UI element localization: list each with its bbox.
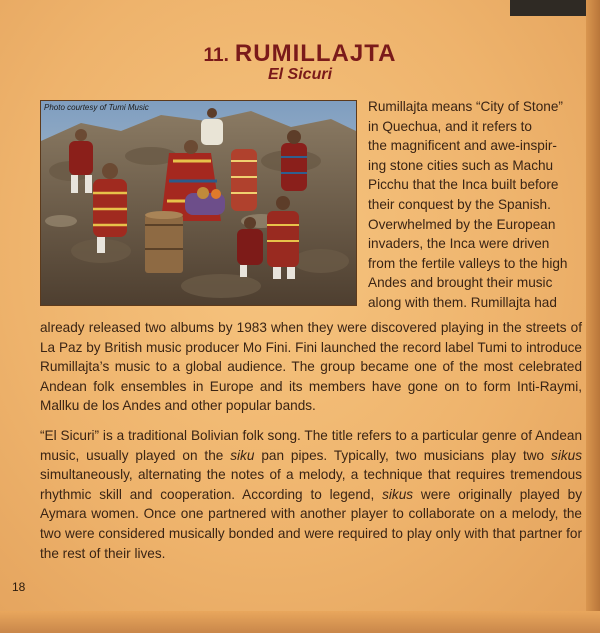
paragraph-2-text: pan pipes. Typically, two musicians play two xyxy=(254,447,552,463)
text-line: Overwhelmed by the European xyxy=(368,216,556,232)
text-line: Picchu that the Inca built before xyxy=(368,177,559,193)
page-number: 18 xyxy=(12,580,26,594)
italic-term-sikus: sikus xyxy=(382,486,414,502)
paragraph-1-wrap-column xyxy=(368,97,582,313)
paragraph-1-continuation: already released two albums by 1983 when they were discovered playing in the streets of La Paz by British music producer Mo Fini. Fini launched the record label Tumi to introduce Rumillajta’s music to a global audience. The group became one of the most celebrated Andean folk ensembles in Europe and its members have gone on to form Inti-Raymi, Mallku de los Andes and other popular bands. xyxy=(40,320,582,414)
italic-term-siku: siku xyxy=(230,447,255,463)
text-line: from the fertile valleys to the high xyxy=(368,255,568,271)
song-title: El Sicuri xyxy=(267,66,333,83)
photo-credit: Photo courtesy of Tumi Music xyxy=(44,103,149,112)
page-bottom-edge xyxy=(0,611,600,633)
text-line: ing stone cities such as Machu xyxy=(368,157,554,173)
paragraph-2 xyxy=(40,426,582,563)
paragraph-2-text: “El Sicuri” is a traditional Bolivian folk song. The title refers to a particular genre of Andean music, usually played on the xyxy=(40,428,582,463)
band-photo-illustration xyxy=(41,101,356,305)
italic-term-sikus: sikus xyxy=(551,447,582,463)
track-heading xyxy=(0,40,600,68)
text-line: their conquest by the Spanish. xyxy=(368,196,551,212)
text-line: Rumillajta means “City of Stone” xyxy=(368,99,563,114)
band-photo xyxy=(40,100,357,306)
artist-name: RUMILLAJTA xyxy=(234,40,397,67)
text-line: Andes and brought their music xyxy=(368,275,553,291)
paragraph-2-text: were originally played by Aymara women. Once one partnered with another player to collaborate on a melody, the two were considered musically bonded and were required to play only with that partner for the rest of their lives. xyxy=(40,486,582,561)
track-number: 11. xyxy=(203,45,229,66)
paragraph-2-text: simultaneously, alternating the notes of a melody, a technique that requires tremendous rhythmic skill and cooperation. According to legend, xyxy=(40,467,582,502)
text-line: invaders, the Inca were driven xyxy=(368,236,550,252)
page-right-edge xyxy=(586,0,600,633)
text-line: the magnificent and awe-inspir- xyxy=(368,138,557,154)
text-line: along with them. Rumillajta had xyxy=(368,294,557,310)
text-line: in Quechua, and it refers to xyxy=(368,118,532,134)
